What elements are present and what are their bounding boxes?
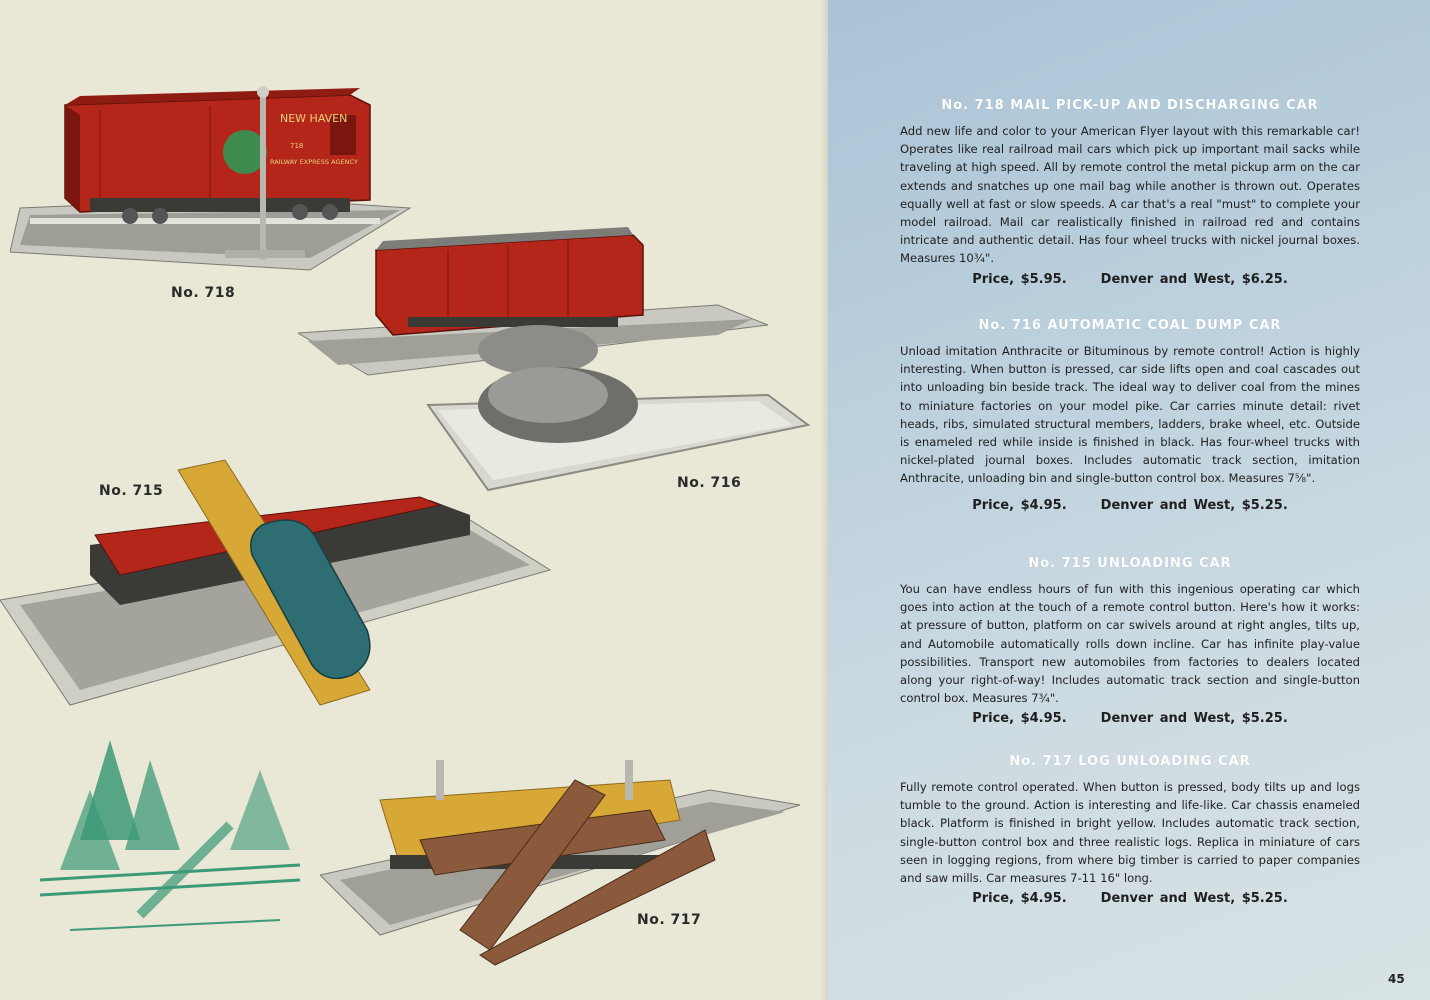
article-717-body: Fully remote control operated. When button is pressed, body tilts up and logs tumble to the ground. Action is interesting and life-like. Car chassis enameled black. Platform is finished in bright yellow. Includes automatic track section, single-button control box and three realistic logs. Replica in miniature of cars seen in logging regions, from where big timber is carried to paper companies and saw mills. Car measures 7-11 16" long.: [900, 780, 1360, 886]
article-715-heading: No. 715 UNLOADING CAR: [1028, 556, 1232, 571]
log-car-illustration: [320, 760, 820, 975]
caption-717: No. 717: [637, 912, 702, 928]
unloading-car-illustration: [0, 455, 560, 725]
article-716: [900, 318, 1360, 513]
article-717-price: [900, 891, 1360, 906]
caption-715: No. 715: [99, 483, 164, 499]
mail-car-road-name: NEW HAVEN: [280, 112, 348, 125]
west-price-718: Denver and West, $6.25.: [1100, 271, 1288, 287]
forest-sketch-illustration: [30, 730, 310, 940]
west-price-715: Denver and West, $5.25.: [1100, 711, 1288, 727]
caption-718: No. 718: [171, 285, 236, 301]
article-716-price: [900, 498, 1360, 513]
article-718-price: [900, 272, 1360, 287]
article-715-price: [900, 711, 1360, 726]
west-price-716: Denver and West, $5.25.: [1100, 497, 1288, 513]
article-716-heading: No. 716 AUTOMATIC COAL DUMP CAR: [978, 318, 1282, 333]
price-718: Price, $5.95.: [972, 271, 1067, 287]
price-716: Price, $4.95.: [972, 497, 1067, 513]
article-718-body: Add new life and color to your American Flyer layout with this remarkable car! Operates like real railroad mail cars which pick up important mail sacks while traveling at high speed. All by remote control the metal pickup arm on the car extends and snatches up one mail bag while another is thrown out. Operates equally well at fast or slow speeds. A car that's a real "must" to complete your model railroad. Mail car realistically finished in railroad red and contains intricate and authentic detail. Has four wheel trucks with nickel journal boxes. Measures 10¾".: [900, 124, 1360, 266]
article-718-heading: No. 718 MAIL PICK-UP AND DISCHARGING CAR: [941, 98, 1319, 113]
mail-car-number: 718: [290, 142, 304, 150]
price-717: Price, $4.95.: [972, 891, 1067, 907]
price-715: Price, $4.95.: [972, 711, 1067, 727]
article-715: [900, 556, 1360, 726]
page-number: 45: [1388, 972, 1405, 986]
coal-dump-car-illustration: [298, 215, 818, 495]
article-717: [900, 754, 1360, 906]
article-718: [900, 98, 1360, 287]
article-717-heading: No. 717 LOG UNLOADING CAR: [1009, 754, 1251, 769]
article-715-body: You can have endless hours of fun with this ingenious operating car which goes into action at the touch of a remote control button. Here's how it works: at pressure of button, platform on car swivels around at right angles, tilts up, and Automobile automatically rolls down incline. Car has infinite play-value possibilities. Transport new automobiles from factories to dealers located along your right-of-way! Includes automatic track section and single-button control box. Measures 7¾".: [900, 582, 1360, 706]
mail-car-agency: RAILWAY EXPRESS AGENCY: [270, 158, 358, 166]
caption-716: No. 716: [677, 475, 742, 491]
article-716-body: Unload imitation Anthracite or Bituminous by remote control! Action is highly interesting. When button is pressed, car side lifts open and coal cascades out into unloading bin beside track. The ideal way to deliver coal from the mines to miniature factories on your model pike. Car carries minute detail: rivet heads, ribs, simulated structural members, ladders, brake wheel, etc. Outside is enameled red while inside is finished in black. Has four-wheel trucks with nickel-plated journal boxes. Includes automatic track section, imitation Anthracite, unloading bin and single-button control box. Measures 7⅝".: [900, 344, 1360, 486]
west-price-717: Denver and West, $5.25.: [1100, 891, 1288, 907]
